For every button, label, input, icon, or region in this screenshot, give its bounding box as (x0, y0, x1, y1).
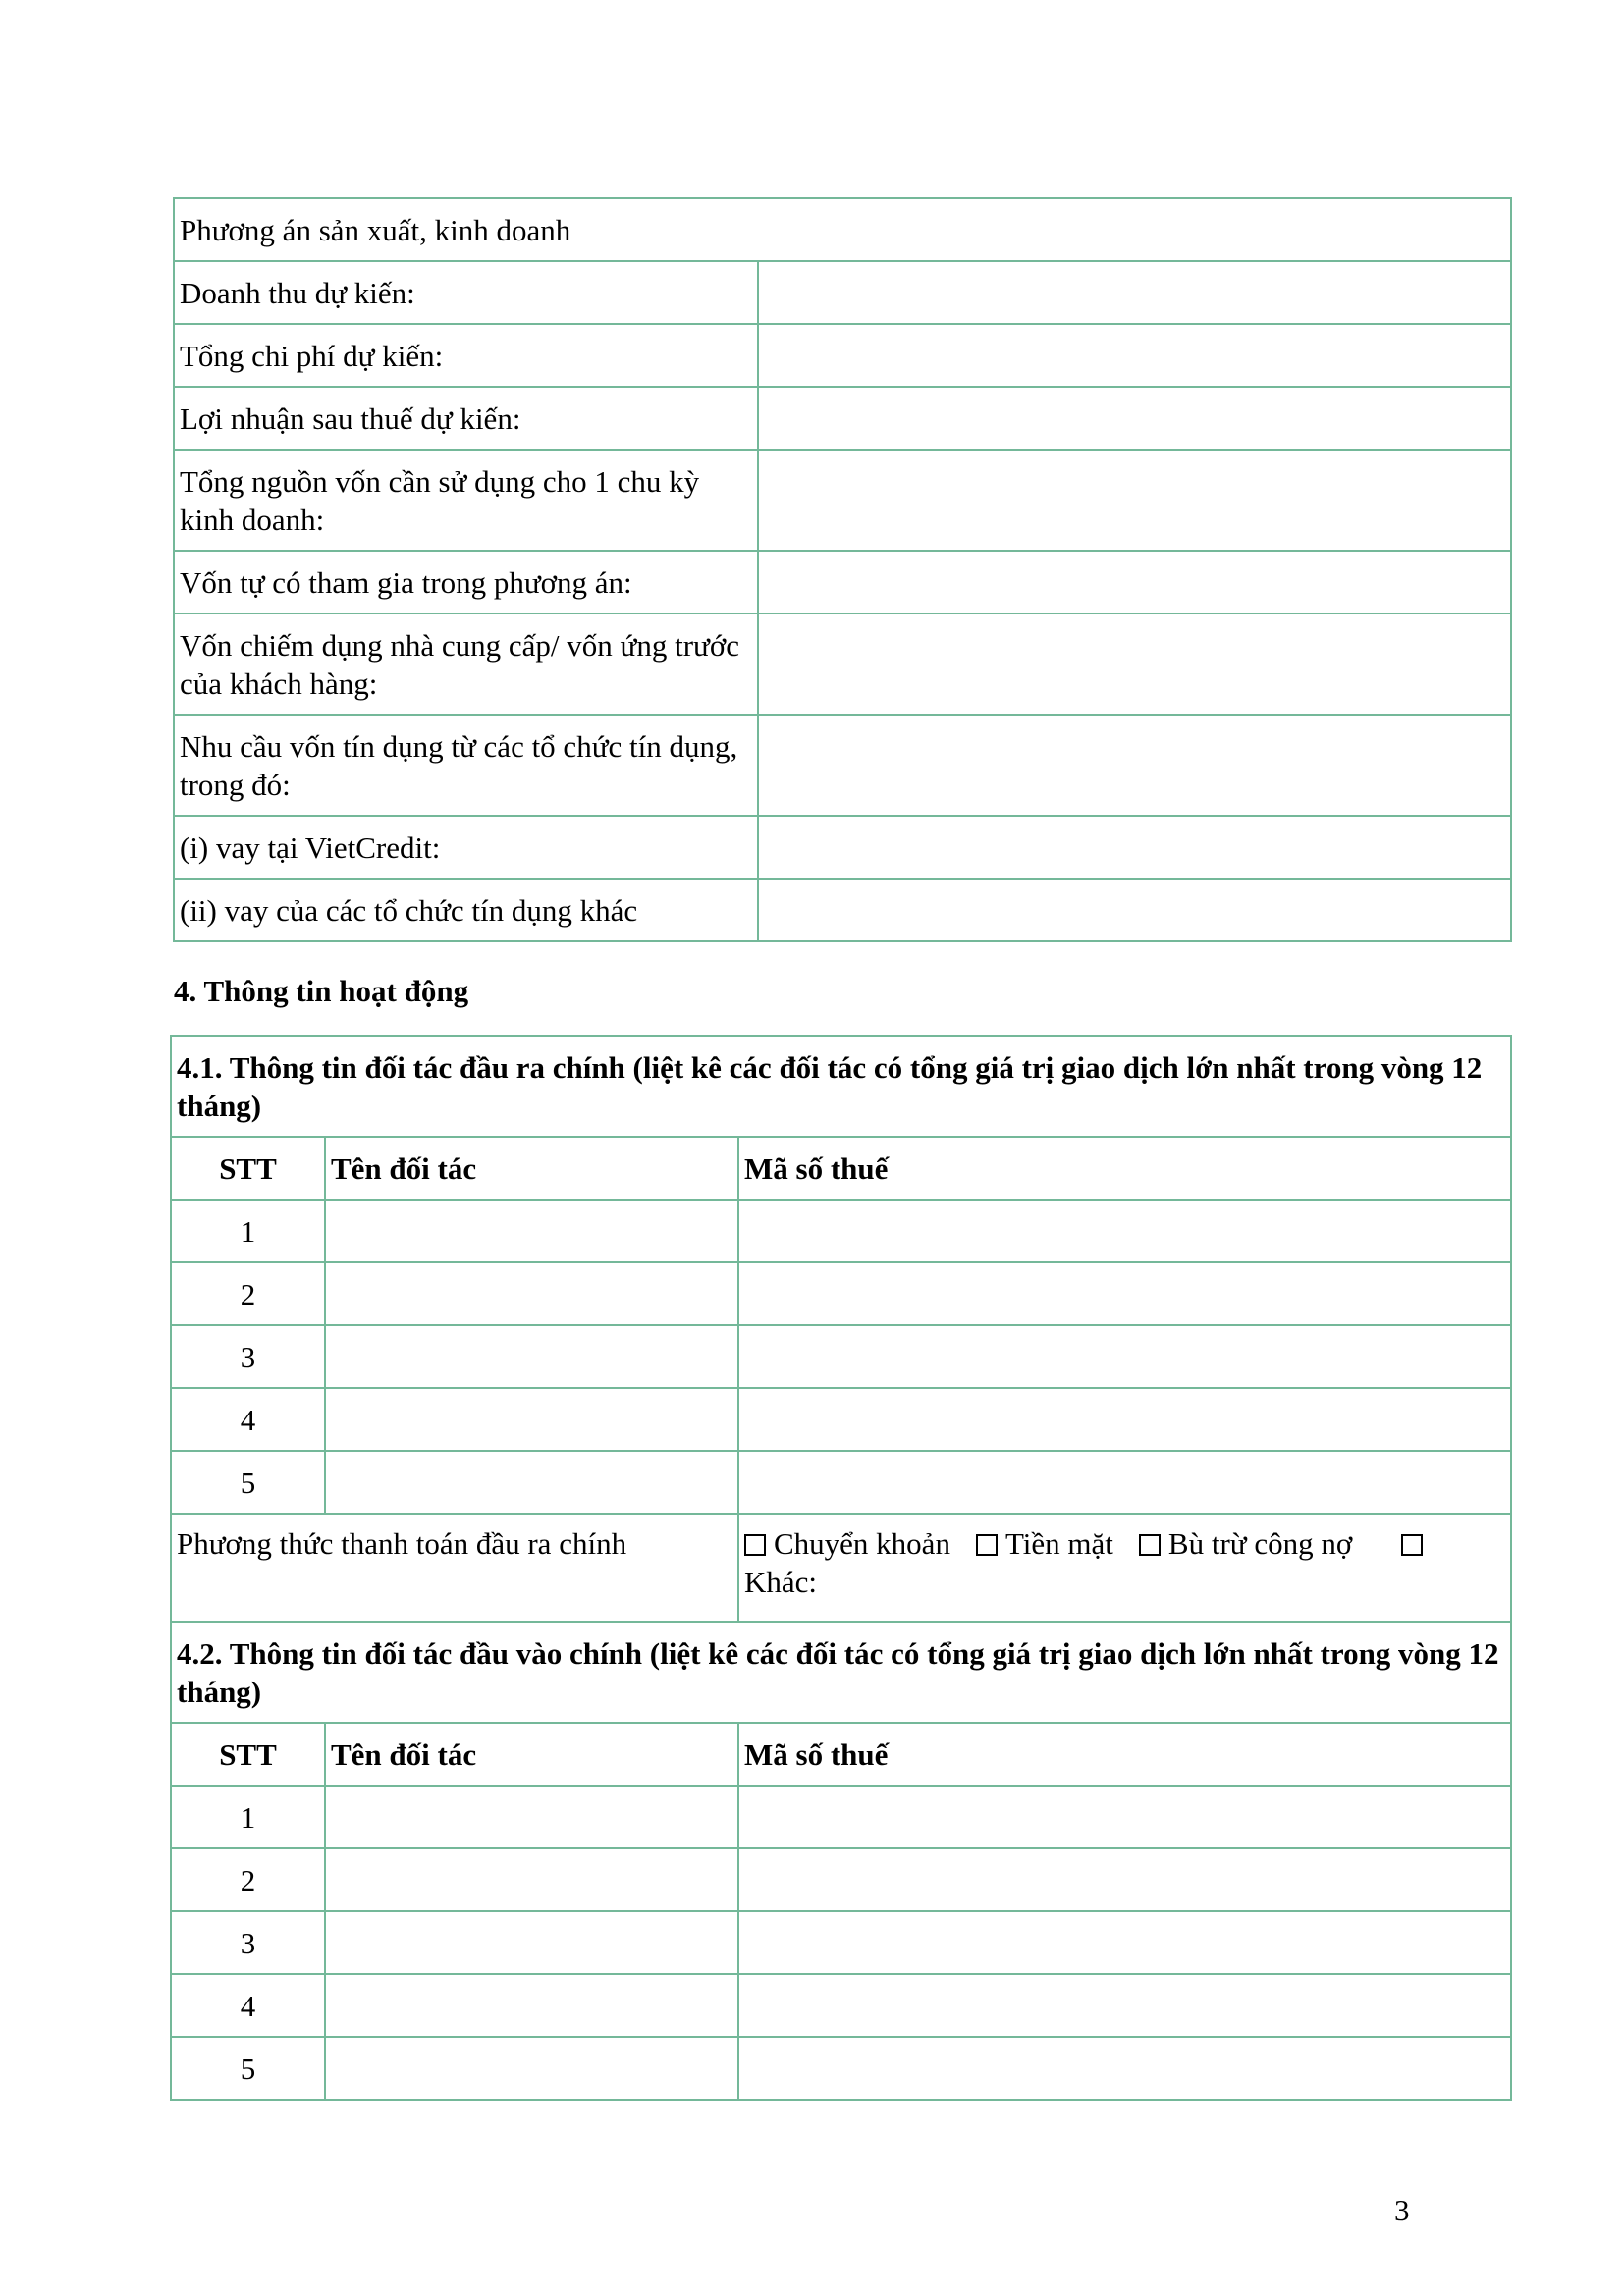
table-row (171, 1451, 1511, 1514)
plan-row-label: Nhu cầu vốn tín dụng từ các tổ chức tín dụng, trong đó: (174, 715, 758, 816)
tax-code-field[interactable] (738, 2037, 1511, 2100)
col-tax-code-header: Mã số thuế (738, 1723, 1511, 1786)
plan-row-label: Tổng chi phí dự kiến: (174, 324, 758, 387)
table-row (171, 1200, 1511, 1262)
partner-name-field[interactable] (325, 1848, 738, 1911)
checkbox[interactable] (744, 1534, 766, 1556)
business-plan-table (173, 197, 1512, 942)
col-partner-name-header: Tên đối tác (325, 1723, 738, 1786)
plan-row (174, 387, 1511, 450)
plan-row-label: Tổng nguồn vốn cần sử dụng cho 1 chu kỳ kinh doanh: (174, 450, 758, 551)
plan-row-label: Doanh thu dự kiến: (174, 261, 758, 324)
partner-name-field[interactable] (325, 1911, 738, 1974)
partner-name-field[interactable] (325, 1200, 738, 1262)
partner-name-field[interactable] (325, 2037, 738, 2100)
page-number: 3 (1394, 2193, 1410, 2227)
table-row (171, 1848, 1511, 1911)
output-partners-title: 4.1. Thông tin đối tác đầu ra chính (liệt kê các đối tác có tổng giá trị giao dịch lớn nhất trong vòng 12 tháng) (171, 1036, 1511, 1137)
row-number: 5 (171, 1451, 325, 1514)
partner-name-field[interactable] (325, 1786, 738, 1848)
payment-method-row (171, 1514, 1511, 1622)
plan-row-label: Vốn chiếm dụng nhà cung cấp/ vốn ứng trước của khách hàng: (174, 614, 758, 715)
col-stt-header: STT (171, 1723, 325, 1786)
col-stt-header: STT (171, 1137, 325, 1200)
col-partner-name-header: Tên đối tác (325, 1137, 738, 1200)
plan-row-value-field[interactable] (758, 387, 1511, 450)
tax-code-field[interactable] (738, 1786, 1511, 1848)
row-number: 4 (171, 1388, 325, 1451)
input-partners-title: 4.2. Thông tin đối tác đầu vào chính (liệt kê các đối tác có tổng giá trị giao dịch lớn nhất trong vòng 12 tháng) (171, 1622, 1511, 1723)
col-tax-code-header: Mã số thuế (738, 1137, 1511, 1200)
payment-method-label: Phương thức thanh toán đầu ra chính (171, 1514, 738, 1622)
option-other[interactable]: Khác: (744, 1526, 1431, 1599)
plan-row-value-field[interactable] (758, 614, 1511, 715)
plan-row-label: Lợi nhuận sau thuế dự kiến: (174, 387, 758, 450)
table-row (171, 1388, 1511, 1451)
row-number: 3 (171, 1911, 325, 1974)
tax-code-field[interactable] (738, 1200, 1511, 1262)
partner-name-field[interactable] (325, 1388, 738, 1451)
option-bank-transfer[interactable]: Chuyển khoản (744, 1526, 950, 1561)
plan-row-value-field[interactable] (758, 450, 1511, 551)
tax-code-field[interactable] (738, 1911, 1511, 1974)
tax-code-field[interactable] (738, 1451, 1511, 1514)
payment-method-options (738, 1514, 1511, 1622)
plan-row-label: (i) vay tại VietCredit: (174, 816, 758, 879)
plan-row (174, 551, 1511, 614)
plan-row (174, 879, 1511, 941)
section-4-heading: 4. Thông tin hoạt động (174, 974, 469, 1008)
plan-title: Phương án sản xuất, kinh doanh (174, 198, 1511, 261)
plan-row-value-field[interactable] (758, 324, 1511, 387)
tax-code-field[interactable] (738, 1262, 1511, 1325)
row-number: 4 (171, 1974, 325, 2037)
partner-table (170, 1035, 1512, 2101)
plan-row-value-field[interactable] (758, 551, 1511, 614)
row-number: 2 (171, 1262, 325, 1325)
checkbox[interactable] (976, 1534, 998, 1556)
checkbox[interactable] (1401, 1534, 1423, 1556)
partner-name-field[interactable] (325, 1974, 738, 2037)
row-number: 1 (171, 1200, 325, 1262)
plan-row-label: Vốn tự có tham gia trong phương án: (174, 551, 758, 614)
plan-row (174, 614, 1511, 715)
input-header-row (171, 1723, 1511, 1786)
option-debt-offset[interactable]: Bù trừ công nợ (1139, 1526, 1352, 1561)
tax-code-field[interactable] (738, 1388, 1511, 1451)
plan-row-value-field[interactable] (758, 816, 1511, 879)
plan-row-value-field[interactable] (758, 879, 1511, 941)
row-number: 2 (171, 1848, 325, 1911)
option-cash[interactable]: Tiền mặt (976, 1526, 1113, 1561)
row-number: 3 (171, 1325, 325, 1388)
output-header-row (171, 1137, 1511, 1200)
row-number: 5 (171, 2037, 325, 2100)
plan-row-label: (ii) vay của các tổ chức tín dụng khác (174, 879, 758, 941)
partner-name-field[interactable] (325, 1451, 738, 1514)
tax-code-field[interactable] (738, 1974, 1511, 2037)
plan-row-value-field[interactable] (758, 261, 1511, 324)
checkbox[interactable] (1139, 1534, 1161, 1556)
tax-code-field[interactable] (738, 1325, 1511, 1388)
partner-name-field[interactable] (325, 1262, 738, 1325)
table-row (171, 1262, 1511, 1325)
plan-row (174, 816, 1511, 879)
table-row (171, 1974, 1511, 2037)
plan-row (174, 715, 1511, 816)
table-row (171, 1325, 1511, 1388)
plan-row (174, 324, 1511, 387)
plan-row (174, 261, 1511, 324)
row-number: 1 (171, 1786, 325, 1848)
plan-row (174, 450, 1511, 551)
tax-code-field[interactable] (738, 1848, 1511, 1911)
partner-name-field[interactable] (325, 1325, 738, 1388)
table-row (171, 1786, 1511, 1848)
table-row (171, 1911, 1511, 1974)
plan-row-value-field[interactable] (758, 715, 1511, 816)
table-row (171, 2037, 1511, 2100)
